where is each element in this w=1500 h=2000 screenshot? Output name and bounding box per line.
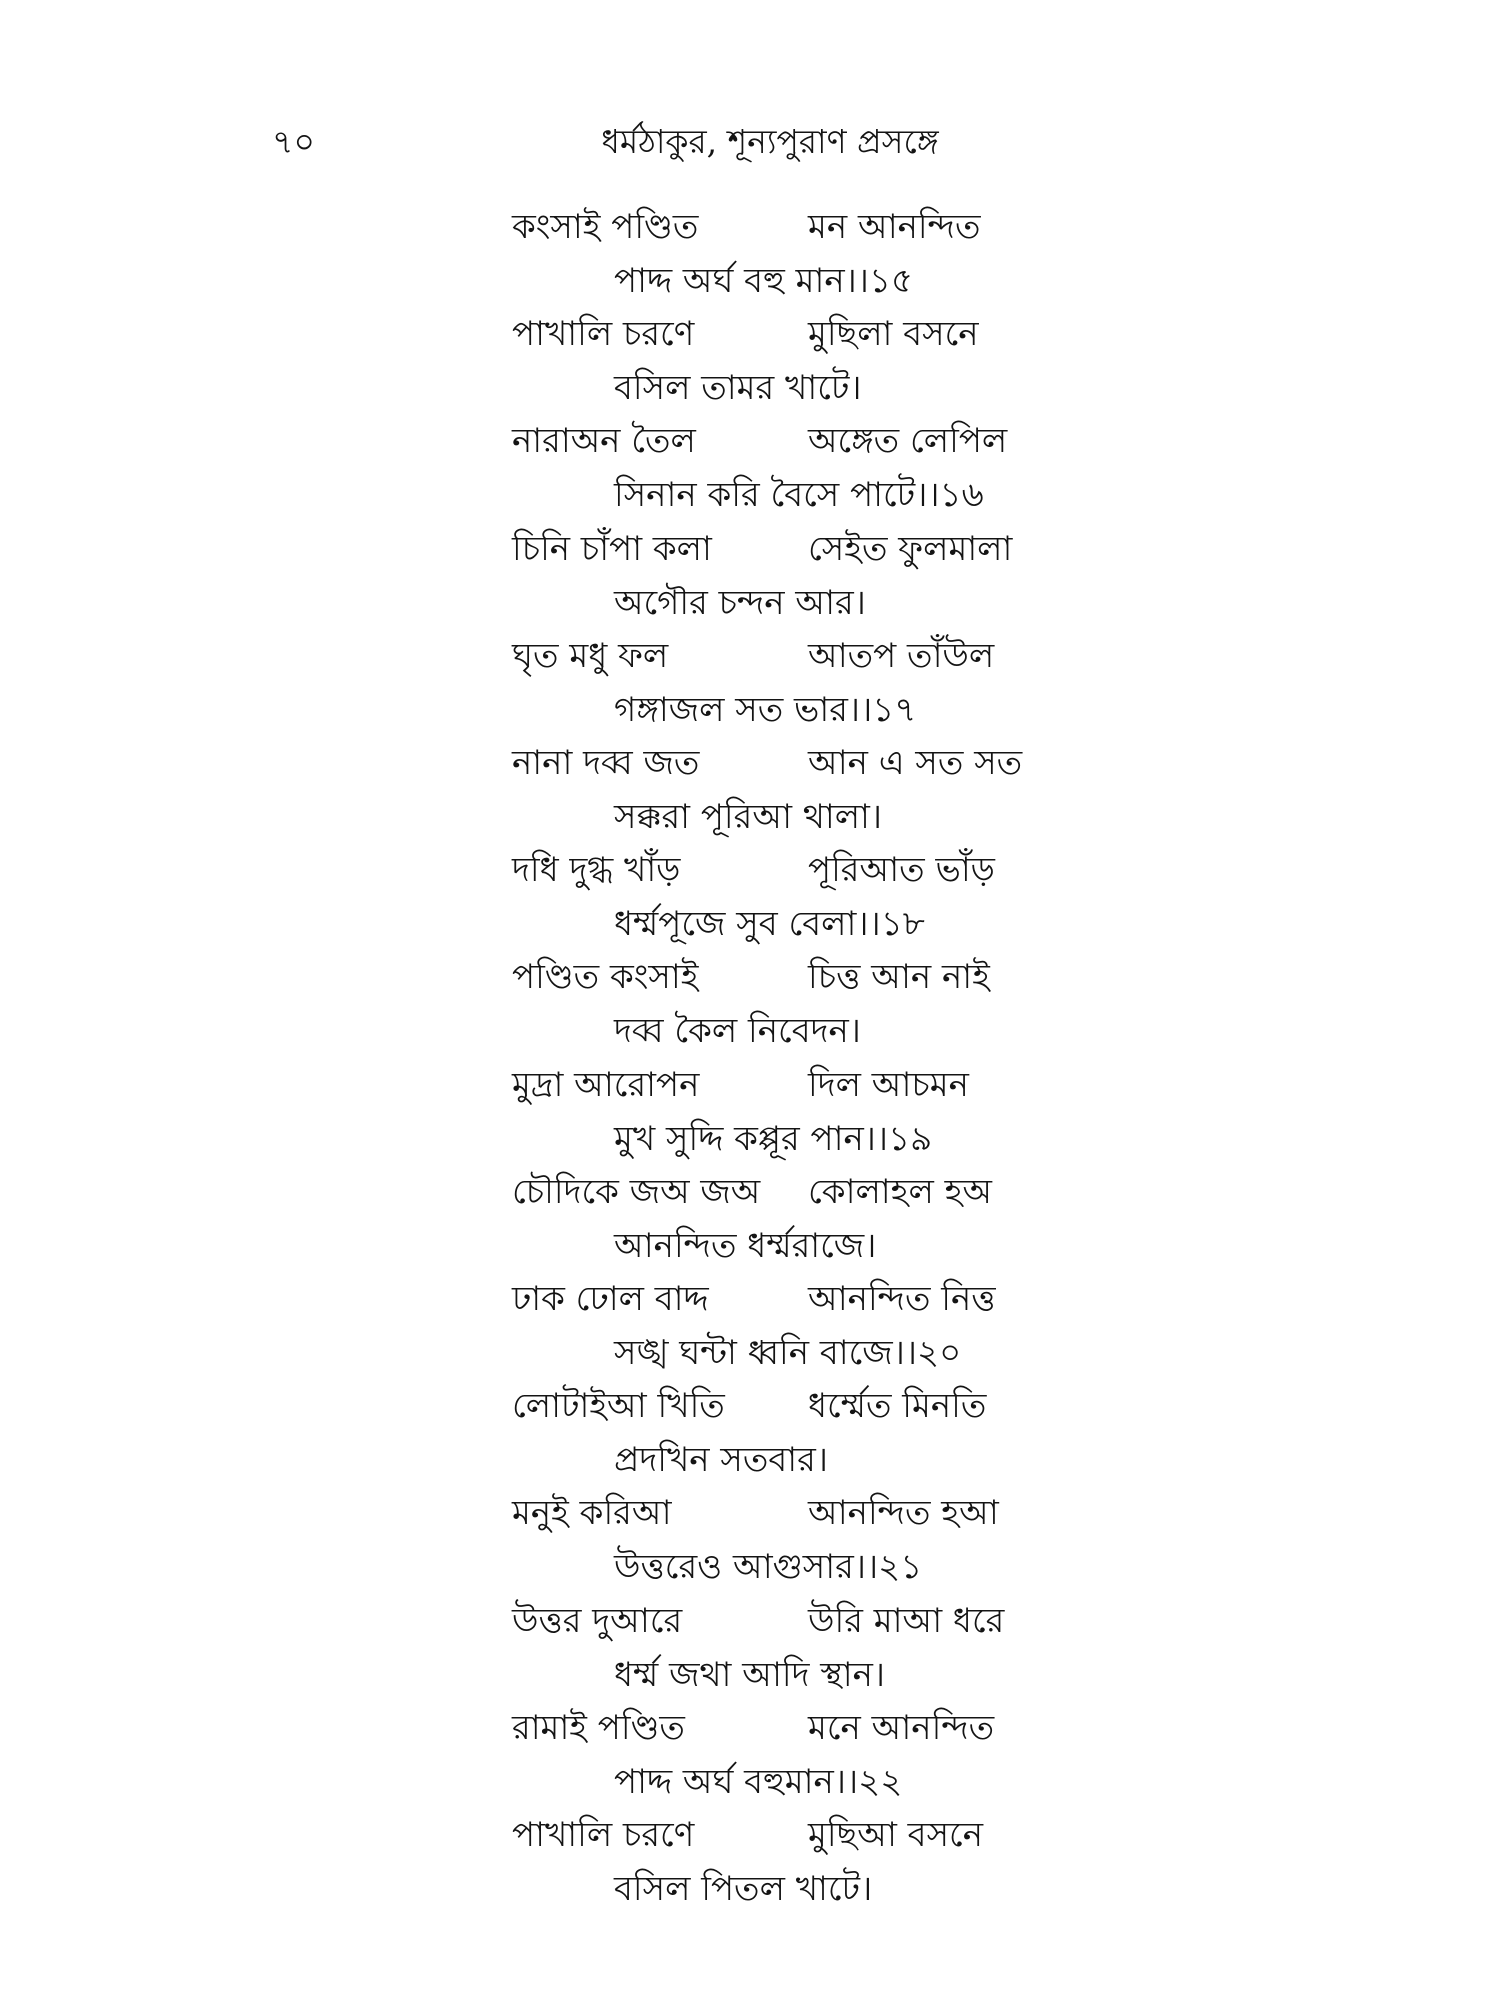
verse-line-first-half: লোটাইআ খিতি xyxy=(512,1386,725,1427)
verse-refrain-line: সিনান করি বৈসে পাটে।।১৬ xyxy=(614,475,984,516)
verse-line-second-half: আনন্দিত নিত্ত xyxy=(808,1279,996,1319)
verse-line-first-half: ঢাক ঢোল বাদ্দ xyxy=(512,1279,709,1319)
verse-line-first-half: নানা দব্ব জত xyxy=(512,743,700,783)
verse-line-second-half: মুছিআ বসনে xyxy=(808,1815,984,1855)
verse-line-second-half: পূরিআত ভাঁড় xyxy=(808,850,995,891)
verse-refrain-line: সক্করা পূরিআ থালা। xyxy=(614,797,883,837)
verse-refrain-line: গঙ্গাজল সত ভার।।১৭ xyxy=(614,689,917,730)
verse-refrain-line: বসিল পিতল খাটে। xyxy=(614,1869,873,1909)
verse-refrain-line: ধর্ম্মপূজে সুব বেলা।।১৮ xyxy=(614,904,925,945)
verse-refrain-line: মুখ সুদ্দি কপ্পূর পান।।১৯ xyxy=(614,1118,933,1159)
verse-refrain-line: পাদ্দ অর্ঘ বহু মান।।১৫ xyxy=(614,261,914,301)
verse-line-second-half: অঙ্গেত লেপিল xyxy=(808,421,1008,462)
verse-line-second-half: দিল আচমন xyxy=(808,1064,969,1105)
verse-line-second-half: আতপ তাঁউল xyxy=(808,635,995,676)
running-title xyxy=(0,122,1500,162)
verse-line-second-half: আন এ সত সত xyxy=(808,743,1023,783)
verse-line-second-half: মনে আনন্দিত xyxy=(808,1707,995,1748)
verse-line-second-half: ধর্ম্মেত মিনতি xyxy=(808,1386,987,1427)
verse-refrain-line: প্রদখিন সতবার। xyxy=(614,1440,829,1481)
verse-refrain-line: উত্তরেও আগুসার।।২১ xyxy=(614,1547,923,1588)
verse-line-first-half: মনুই করিআ xyxy=(512,1493,672,1534)
verse-line-first-half: পাখালি চরণে xyxy=(512,314,695,355)
verse-refrain-line: অগৌর চন্দন আর। xyxy=(614,582,866,623)
verse-line-second-half: আনন্দিত হআ xyxy=(808,1493,999,1534)
verse-line-second-half: মন আনন্দিত xyxy=(808,207,981,247)
verse-refrain-line: বসিল তামর খাটে। xyxy=(614,368,862,409)
verse-line-first-half: উত্তর দুআরে xyxy=(512,1600,683,1641)
page-number: ৭০ xyxy=(272,122,315,161)
verse-line-first-half: চৌদিকে জঅ জঅ xyxy=(512,1171,761,1212)
verse-line-second-half: উরি মাআ ধরে xyxy=(808,1600,1005,1641)
verse-refrain-line: ধর্ম্ম জথা আদি স্থান। xyxy=(614,1654,886,1695)
verse-line-second-half: সেইত ফুলমালা xyxy=(808,528,1013,569)
verse-line-second-half: কোলাহল হঅ xyxy=(808,1171,992,1212)
verse-refrain-line: আনন্দিত ধর্ম্মরাজে। xyxy=(614,1225,877,1266)
verse-line-first-half: নারাঅন তৈল xyxy=(512,421,696,462)
verse-line-first-half: পণ্ডিত কংসাই xyxy=(512,957,699,998)
verse-line-first-half: রামাই পণ্ডিত xyxy=(512,1707,685,1748)
verse-line-first-half: মুদ্রা আরোপন xyxy=(512,1064,700,1105)
verse-line-second-half: মুছিলা বসনে xyxy=(808,314,979,355)
verse-refrain-line: পাদ্দ অর্ঘ বহুমান।।২২ xyxy=(614,1761,903,1802)
verse-line-first-half: কংসাই পণ্ডিত xyxy=(512,207,699,247)
verse-refrain-line: সঙ্খ ঘন্টা ধ্বনি বাজে।।২০ xyxy=(614,1333,962,1373)
verse-line-first-half: দধি দুগ্ধ খাঁড় xyxy=(512,850,681,891)
verse-line-first-half: পাখালি চরণে xyxy=(512,1815,695,1855)
verse-line-second-half: চিত্ত আন নাই xyxy=(808,957,990,998)
verse-refrain-line: দব্ব কৈল নিবেদন। xyxy=(614,1011,861,1052)
running-title-text: ধর্মঠাকুর, শূন্যপুরাণ প্রসঙ্গে xyxy=(601,122,939,161)
verse-line-first-half: চিনি চাঁপা কলা xyxy=(512,528,712,569)
verse-line-first-half: ঘৃত মধু ফল xyxy=(512,635,669,676)
